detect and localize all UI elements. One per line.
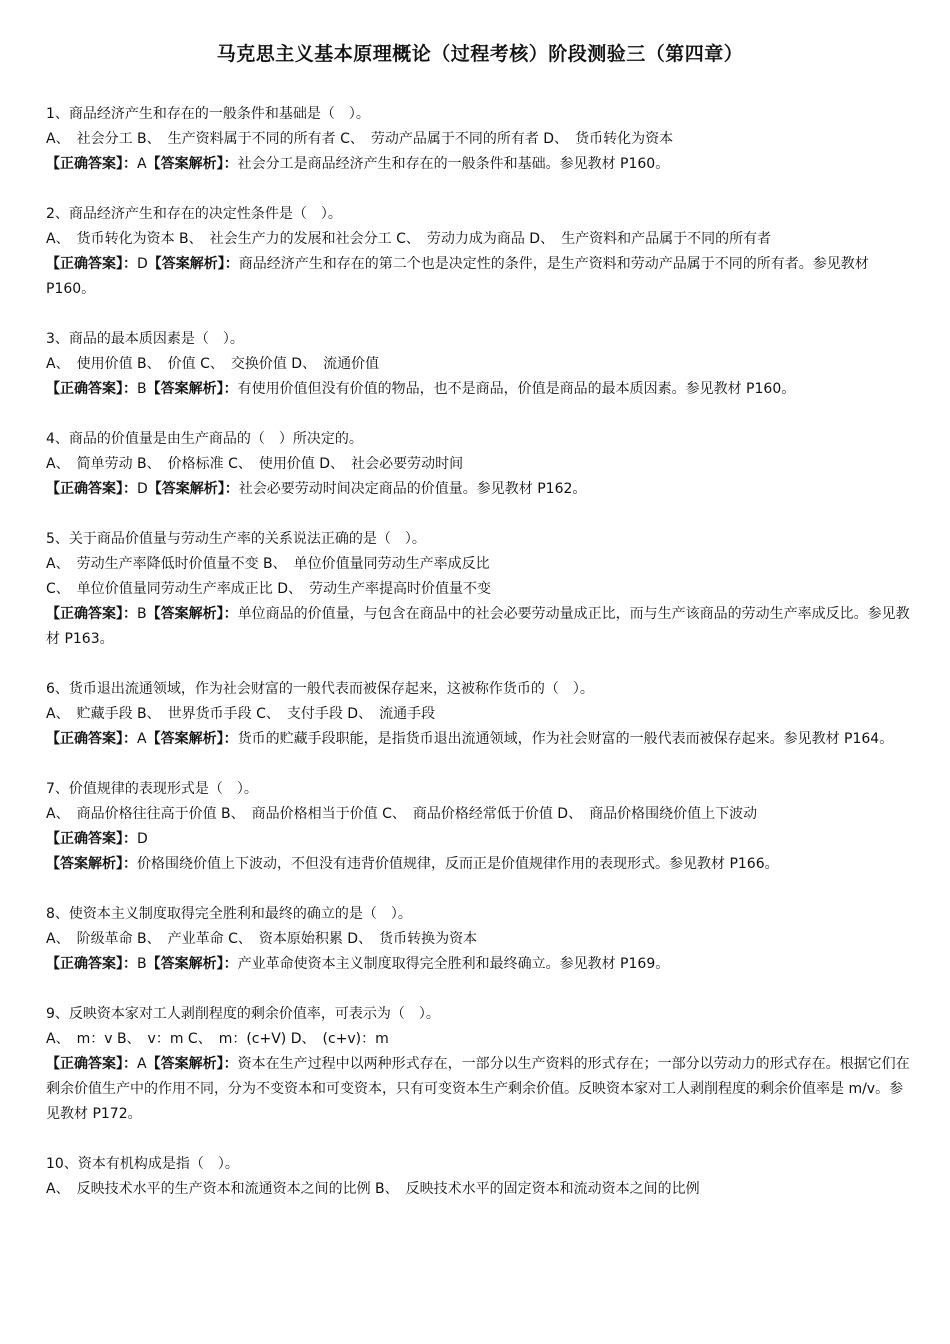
answer-label: 【正确答案】：: [46, 256, 137, 272]
question-options: A、 劳动生产率降低时价值量不变 B、 单位价值量同劳动生产率成反比: [46, 556, 490, 572]
question-options: A、 社会分工 B、 生产资料属于不同的所有者 C、 劳动产品属于不同的所有者 D、 货币转化为资本: [46, 131, 674, 147]
question-5: [46, 527, 914, 652]
analysis-text: 商品经济产生和存在的第二个也是决定性的条件，是生产资料和劳动产品属于不同的所有者。参见教材 P160。: [46, 256, 869, 297]
answer-label: 【正确答案】：: [46, 481, 137, 497]
question-options: A、 商品价格往往高于价值 B、 商品价格相当于价值 C、 商品价格经常低于价值 D、 商品价格围绕价值上下波动: [46, 806, 758, 822]
question-stem: 6、货币退出流通领域，作为社会财富的一般代表而被保存起来，这被称作货币的（ ）。: [46, 681, 594, 697]
analysis-text: 产业革命使资本主义制度取得完全胜利和最终确立。参见教材 P169。: [237, 956, 670, 972]
question-options: A、 使用价值 B、 价值 C、 交换价值 D、 流通价值: [46, 356, 380, 372]
analysis-label: 【答案解析】：: [146, 381, 238, 397]
answer-line: [46, 952, 914, 977]
answer-label: 【正确答案】：: [46, 731, 137, 747]
question-options: A、 阶级革命 B、 产业革命 C、 资本原始积累 D、 货币转换为资本: [46, 931, 478, 947]
analysis-text: 社会必要劳动时间决定商品的价值量。参见教材 P162。: [238, 481, 587, 497]
question-stem: 3、商品的最本质因素是（ ）。: [46, 331, 244, 347]
question-stem: 2、商品经济产生和存在的决定性条件是（ ）。: [46, 206, 342, 222]
question-options: A、 简单劳动 B、 价格标准 C、 使用价值 D、 社会必要劳动时间: [46, 456, 464, 472]
question-options: A、 贮藏手段 B、 世界货币手段 C、 支付手段 D、 流通手段: [46, 706, 436, 722]
analysis-line: [46, 852, 914, 877]
analysis-text: 货币的贮藏手段职能，是指货币退出流通领域，作为社会财富的一般代表而被保存起来。参见教材 P164。: [237, 731, 894, 747]
answer-value: B: [137, 956, 147, 972]
question-options: A、 货币转化为资本 B、 社会生产力的发展和社会分工 C、 劳动力成为商品 D、 生产资料和产品属于不同的所有者: [46, 231, 772, 247]
question-3: [46, 327, 914, 402]
answer-line: [46, 477, 914, 502]
question-10: [46, 1152, 914, 1202]
question-stem: 5、关于商品价值量与劳动生产率的关系说法正确的是（ ）。: [46, 531, 426, 547]
answer-value: A: [137, 731, 147, 747]
analysis-label: 【答案解析】：: [146, 956, 238, 972]
answer-value: B: [137, 606, 147, 622]
question-4: [46, 427, 914, 502]
question-6: [46, 677, 914, 752]
answer-line: [46, 727, 914, 752]
question-9: [46, 1002, 914, 1127]
question-stem: 10、资本有机构成是指（ ）。: [46, 1156, 239, 1172]
analysis-label: 【答案解析】：: [146, 156, 238, 172]
answer-value: D: [137, 256, 148, 272]
answer-value: A: [137, 1056, 147, 1072]
document-title: 马克思主义基本原理概论（过程考核）阶段测验三（第四章）: [216, 43, 744, 65]
question-1: [46, 102, 914, 177]
question-stem: 4、商品的价值量是由生产商品的（ ）所决定的。: [46, 431, 363, 447]
question-7: [46, 777, 914, 877]
answer-value: B: [137, 381, 147, 397]
analysis-label: 【答案解析】：: [46, 856, 137, 872]
answer-label: 【正确答案】：: [46, 831, 137, 847]
question-stem: 1、商品经济产生和存在的一般条件和基础是（ ）。: [46, 106, 370, 122]
answer-label: 【正确答案】：: [46, 606, 137, 622]
analysis-text: 社会分工是商品经济产生和存在的一般条件和基础。参见教材 P160。: [237, 156, 670, 172]
analysis-label: 【答案解析】：: [146, 731, 238, 747]
answer-value: A: [137, 156, 147, 172]
answer-line: [46, 152, 914, 177]
answer-label: 【正确答案】：: [46, 956, 137, 972]
question-2: [46, 202, 914, 302]
analysis-text: 价格围绕价值上下波动，不但没有违背价值规律，反而正是价值规律作用的表现形式。参见教材 P166。: [137, 856, 779, 872]
analysis-text: 有使用价值但没有价值的物品，也不是商品，价值是商品的最本质因素。参见教材 P160。: [237, 381, 796, 397]
question-stem: 8、使资本主义制度取得完全胜利和最终的确立的是（ ）。: [46, 906, 412, 922]
answer-value: D: [137, 831, 148, 847]
analysis-text: 单位商品的价值量，与包含在商品中的社会必要劳动量成正比，而与生产该商品的劳动生产率成反比。参见教材 P163。: [46, 606, 910, 647]
analysis-label: 【答案解析】：: [146, 1056, 238, 1072]
analysis-text: 资本在生产过程中以两种形式存在，一部分以生产资料的形式存在；一部分以劳动力的形式存在。根据它们在剩余价值生产中的作用不同，分为不变资本和可变资本，只有可变资本生产剩余价值。反映资本家对工人剥削程度的剩余价值率是 m/v。参见教材 P172。: [46, 1056, 910, 1122]
answer-line: [46, 827, 914, 852]
question-stem: 7、价值规律的表现形式是（ ）。: [46, 781, 258, 797]
answer-line: [46, 602, 914, 652]
answer-label: 【正确答案】：: [46, 156, 137, 172]
question-options: A、 反映技术水平的生产资本和流通资本之间的比例 B、 反映技术水平的固定资本和流动资本之间的比例: [46, 1181, 700, 1197]
answer-value: D: [137, 481, 148, 497]
question-stem: 9、反映资本家对工人剥削程度的剩余价值率，可表示为（ ）。: [46, 1006, 440, 1022]
question-options: A、 m：v B、 v：m C、 m：(c+V) D、 (c+v)：m: [46, 1031, 389, 1047]
answer-line: [46, 252, 914, 302]
question-8: [46, 902, 914, 977]
question-options: C、 单位价值量同劳动生产率成正比 D、 劳动生产率提高时价值量不变: [46, 581, 492, 597]
answer-label: 【正确答案】：: [46, 381, 137, 397]
answer-label: 【正确答案】：: [46, 1056, 137, 1072]
answer-line: [46, 1052, 914, 1127]
analysis-label: 【答案解析】：: [147, 481, 239, 497]
answer-line: [46, 377, 914, 402]
analysis-label: 【答案解析】：: [147, 256, 239, 272]
analysis-label: 【答案解析】：: [146, 606, 238, 622]
